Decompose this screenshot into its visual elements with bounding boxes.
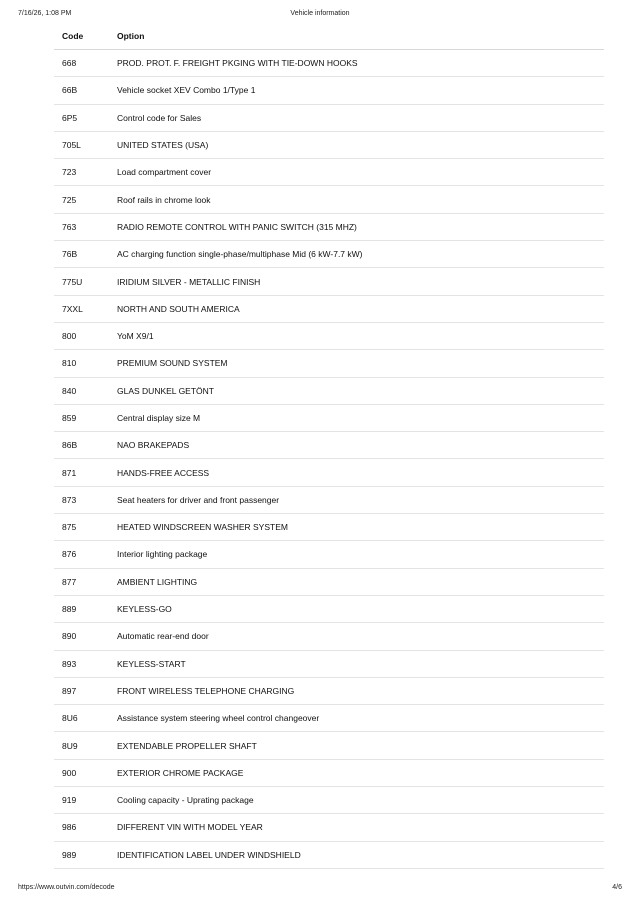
table-row: [54, 350, 604, 377]
table-row: [54, 186, 604, 213]
option-description-cell: PROD. PROT. F. FREIGHT PKGING WITH TIE-DOWN HOOKS: [109, 50, 604, 77]
option-code-cell: 8U6: [54, 705, 109, 732]
option-description-cell: IDENTIFICATION LABEL UNDER WINDSHIELD: [109, 841, 604, 868]
page-number: 4/6: [612, 884, 622, 891]
option-description-cell: FRONT WIRELESS TELEPHONE CHARGING: [109, 677, 604, 704]
option-code-cell: 810: [54, 350, 109, 377]
table-row: [54, 841, 604, 868]
table-row: [54, 268, 604, 295]
option-code-cell: 725: [54, 186, 109, 213]
option-description-cell: HEATED WINDSCREEN WASHER SYSTEM: [109, 514, 604, 541]
option-code-cell: 6P5: [54, 104, 109, 131]
option-code-cell: 889: [54, 595, 109, 622]
table-row: [54, 650, 604, 677]
option-description-cell: Seat heaters for driver and front passenger: [109, 486, 604, 513]
option-code-cell: 890: [54, 623, 109, 650]
table-row: [54, 404, 604, 431]
table-row: [54, 595, 604, 622]
option-description-cell: Control code for Sales: [109, 104, 604, 131]
option-description-cell: KEYLESS-START: [109, 650, 604, 677]
option-code-cell: 871: [54, 459, 109, 486]
option-description-cell: Load compartment cover: [109, 159, 604, 186]
option-code-cell: 800: [54, 322, 109, 349]
option-description-cell: PREMIUM SOUND SYSTEM: [109, 350, 604, 377]
option-description-cell: NAO BRAKEPADS: [109, 432, 604, 459]
table-row: [54, 514, 604, 541]
option-code-cell: 897: [54, 677, 109, 704]
option-description-cell: GLAS DUNKEL GETÖNT: [109, 377, 604, 404]
option-code-cell: 8U9: [54, 732, 109, 759]
table-row: [54, 814, 604, 841]
option-description-cell: HANDS-FREE ACCESS: [109, 459, 604, 486]
option-description-cell: DIFFERENT VIN WITH MODEL YEAR: [109, 814, 604, 841]
table-row: [54, 705, 604, 732]
table-row: [54, 50, 604, 77]
option-description-cell: IRIDIUM SILVER - METALLIC FINISH: [109, 268, 604, 295]
option-code-cell: 705L: [54, 131, 109, 158]
option-code-cell: 893: [54, 650, 109, 677]
table-row: [54, 432, 604, 459]
option-code-cell: 668: [54, 50, 109, 77]
option-description-cell: Roof rails in chrome look: [109, 186, 604, 213]
option-code-cell: 7XXL: [54, 295, 109, 322]
table-header-row: [54, 22, 604, 50]
table-row: [54, 159, 604, 186]
table-row: [54, 459, 604, 486]
table-row: [54, 759, 604, 786]
print-url: https://www.outvin.com/decode: [18, 884, 115, 891]
option-code-cell: 877: [54, 568, 109, 595]
option-description-cell: AMBIENT LIGHTING: [109, 568, 604, 595]
option-code-cell: 859: [54, 404, 109, 431]
column-header-option: Option: [109, 22, 604, 50]
option-code-cell: 86B: [54, 432, 109, 459]
table-row: [54, 677, 604, 704]
option-code-cell: 775U: [54, 268, 109, 295]
option-code-cell: 876: [54, 541, 109, 568]
option-description-cell: NORTH AND SOUTH AMERICA: [109, 295, 604, 322]
table-row: [54, 241, 604, 268]
options-table-body: [54, 50, 604, 869]
option-code-cell: 76B: [54, 241, 109, 268]
table-row: [54, 377, 604, 404]
option-description-cell: AC charging function single-phase/multiphase Mid (6 kW-7.7 kW): [109, 241, 604, 268]
option-code-cell: 723: [54, 159, 109, 186]
option-description-cell: Interior lighting package: [109, 541, 604, 568]
table-row: [54, 131, 604, 158]
option-code-cell: 875: [54, 514, 109, 541]
page-title: Vehicle information: [290, 10, 350, 17]
option-description-cell: EXTENDABLE PROPELLER SHAFT: [109, 732, 604, 759]
option-code-cell: 986: [54, 814, 109, 841]
table-row: [54, 787, 604, 814]
print-footer: [18, 884, 622, 896]
option-code-cell: 840: [54, 377, 109, 404]
option-code-cell: 989: [54, 841, 109, 868]
table-row: [54, 623, 604, 650]
table-row: [54, 295, 604, 322]
option-code-cell: 66B: [54, 77, 109, 104]
table-row: [54, 541, 604, 568]
option-code-cell: 873: [54, 486, 109, 513]
table-row: [54, 322, 604, 349]
option-description-cell: YoM X9/1: [109, 322, 604, 349]
table-row: [54, 732, 604, 759]
option-description-cell: KEYLESS-GO: [109, 595, 604, 622]
table-row: [54, 568, 604, 595]
print-header: [18, 10, 622, 22]
option-description-cell: Assistance system steering wheel control changeover: [109, 705, 604, 732]
option-description-cell: Central display size M: [109, 404, 604, 431]
option-description-cell: UNITED STATES (USA): [109, 131, 604, 158]
table-row: [54, 486, 604, 513]
print-datetime: 7/16/26, 1:08 PM: [18, 10, 72, 17]
column-header-code: Code: [54, 22, 109, 50]
option-description-cell: RADIO REMOTE CONTROL WITH PANIC SWITCH (315 MHZ): [109, 213, 604, 240]
table-row: [54, 77, 604, 104]
option-description-cell: Cooling capacity - Uprating package: [109, 787, 604, 814]
option-description-cell: Vehicle socket XEV Combo 1/Type 1: [109, 77, 604, 104]
options-table: [54, 22, 604, 869]
option-code-cell: 919: [54, 787, 109, 814]
table-row: [54, 213, 604, 240]
option-code-cell: 763: [54, 213, 109, 240]
table-row: [54, 104, 604, 131]
option-description-cell: Automatic rear-end door: [109, 623, 604, 650]
option-description-cell: EXTERIOR CHROME PACKAGE: [109, 759, 604, 786]
option-code-cell: 900: [54, 759, 109, 786]
